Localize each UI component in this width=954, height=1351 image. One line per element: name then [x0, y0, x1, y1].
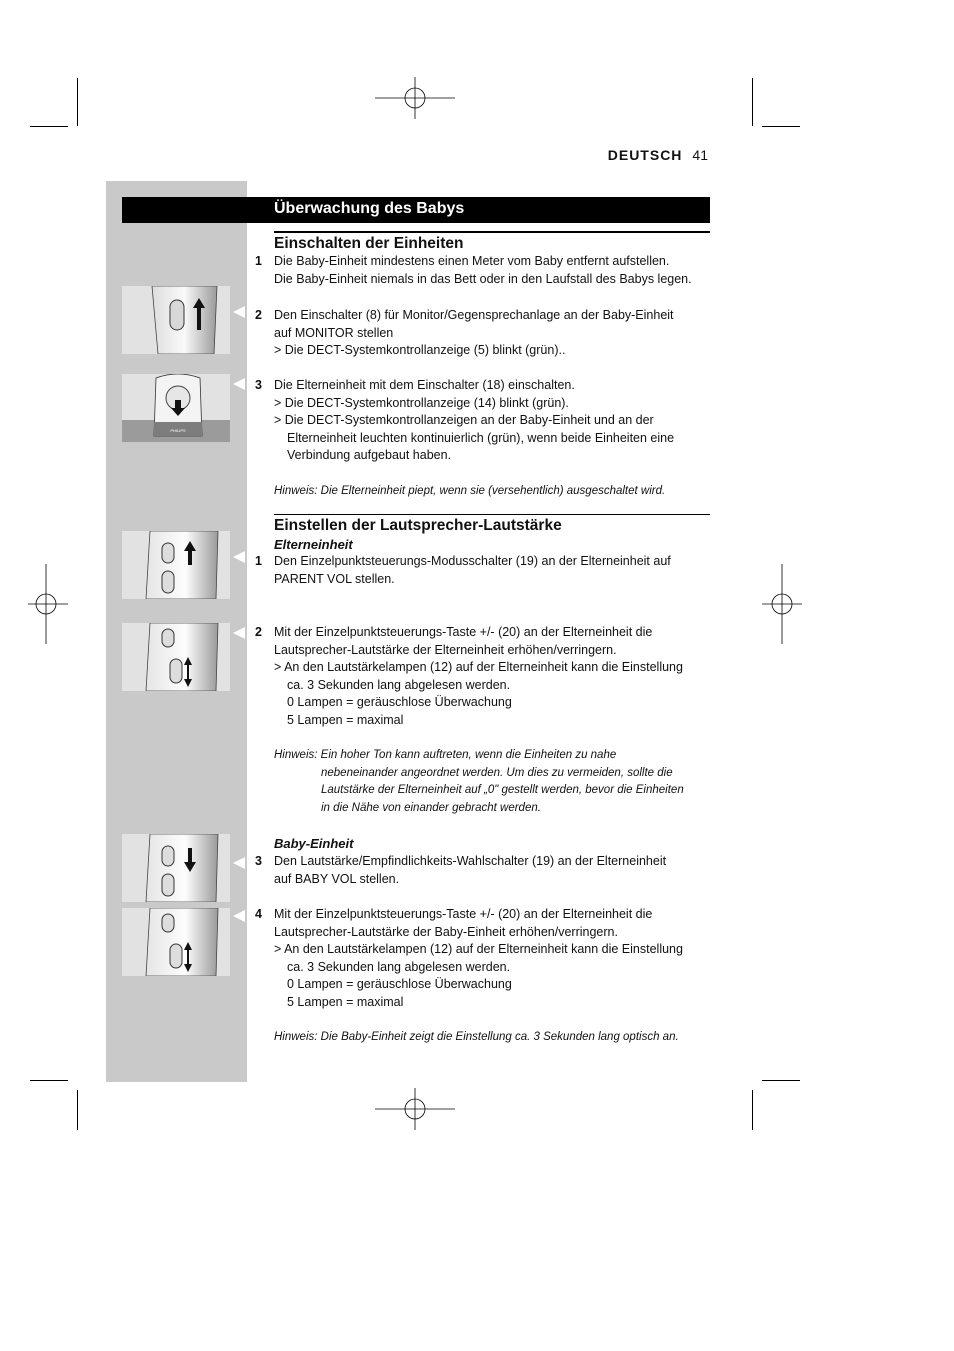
subheading-baby-unit: Baby-Einheit — [274, 836, 354, 851]
step-text: Mit der Einzelpunktsteuerungs-Taste +/- (20) an der Elterneinheit die Lautsprecher-Lautstärke der Elterneinheit erhöhen/verringern. > An den Lautstärkelampen (12) auf der Elterneinheit kann die Einstellung ca. 3 Sekunden lang abgelesen werden. 0 Lampen = geräuschlose Überwachung 5 Lampen = maximal — [274, 625, 683, 727]
step-number: 2 — [255, 625, 262, 639]
step-text: Den Lautstärke/Empfindlichkeits-Wahlschalter (19) an der Elterneinheit auf BABY VOL stellen. — [274, 854, 667, 886]
note-volume-parent: Hinweis: Ein hoher Ton kann auftreten, wenn die Einheiten zu nahe nebeneinander angeordnet werden. Um dies zu vermeiden, sollte die Lautstärke der Elterneinheit auf „0" gestellt werden, bevor die Einheiten in die Nähe von einander gebracht werden. — [274, 749, 684, 814]
illustration-volume-button-parent — [122, 623, 230, 691]
step-text: Den Einschalter (8) für Monitor/Gegensprechanlage an der Baby-Einheit auf MONITOR stellen > Die DECT-Systemkontrollanzeige (5) blinkt (grün).. — [274, 308, 674, 358]
heading-volume: Einstellen der Lautsprecher-Lautstärke — [274, 517, 562, 534]
illustration-volume-button-baby — [122, 908, 230, 976]
subheading-parent-unit: Elterneinheit — [274, 537, 353, 552]
pointer-arrow-icon — [233, 378, 245, 390]
step-text: Mit der Einzelpunktsteuerungs-Taste +/- (20) an der Elterneinheit die Lautsprecher-Lautstärke der Baby-Einheit erhöhen/verringern. > An den Lautstärkelampen (12) auf der Elterneinheit kann die Einstellung ca. 3 Sekunden lang abgelesen werden. 0 Lampen = geräuschlose Überwachung 5 Lampen = maximal — [274, 907, 683, 1009]
pointer-arrow-icon — [233, 306, 245, 318]
pointer-arrow-icon — [233, 551, 245, 563]
step-number: 1 — [255, 554, 262, 568]
illustration-parent-unit-switch — [122, 374, 230, 442]
illustration-mode-switch-parent-vol — [122, 531, 230, 599]
crop-mark — [30, 126, 68, 127]
registration-mark-icon — [375, 77, 455, 119]
illustration-baby-unit-switch — [122, 286, 230, 354]
language-label: DEUTSCH — [607, 147, 683, 163]
step-number: 1 — [255, 254, 262, 268]
crop-mark — [30, 1080, 68, 1081]
crop-mark — [762, 1080, 800, 1081]
note-switch-on: Hinweis: Die Elterneinheit piept, wenn sie (versehentlich) ausgeschaltet wird. — [274, 485, 666, 497]
pointer-arrow-icon — [233, 627, 245, 639]
registration-mark-icon — [762, 564, 802, 644]
step-text: Die Elterneinheit mit dem Einschalter (18) einschalten. > Die DECT-Systemkontrollanzeige (14) blinkt (grün). > Die DECT-Systemkontrollanzeigen an der Baby-Einheit und an der Elterneinheit leuchten kontinuierlich (grün), wenn beide Einheiten eine Verbindung aufgebaut haben. — [274, 378, 675, 463]
step-number: 3 — [255, 854, 262, 868]
note-volume-baby: Hinweis: Die Baby-Einheit zeigt die Einstellung ca. 3 Sekunden lang optisch an. — [274, 1031, 679, 1043]
step-number: 2 — [255, 308, 262, 322]
crop-mark — [752, 78, 753, 126]
pointer-arrow-icon — [233, 857, 245, 869]
section-title: Überwachung des Babys — [274, 200, 465, 217]
registration-mark-icon — [375, 1088, 455, 1130]
heading-switch-on: Einschalten der Einheiten — [274, 235, 464, 252]
step-text: Die Baby-Einheit mindestens einen Meter vom Baby entfernt aufstellen. Die Baby-Einheit niemals in das Bett oder in den Laufstall des Babys legen. — [274, 254, 692, 286]
illustration-mode-switch-baby-vol — [122, 834, 230, 902]
heading-rule — [274, 514, 710, 515]
crop-mark — [77, 1090, 78, 1130]
pointer-arrow-icon — [233, 910, 245, 922]
brand-label: PHILIPS — [170, 428, 186, 433]
crop-mark — [77, 78, 78, 126]
page-number: 41 — [692, 147, 708, 163]
registration-mark-icon — [28, 564, 68, 644]
heading-rule — [274, 231, 710, 233]
crop-mark — [752, 1090, 753, 1130]
crop-mark — [762, 126, 800, 127]
step-number: 4 — [255, 907, 262, 921]
page-header — [608, 147, 708, 163]
step-number: 3 — [255, 378, 262, 392]
step-text: Den Einzelpunktsteuerungs-Modusschalter (19) an der Elterneinheit auf PARENT VOL stellen. — [274, 554, 671, 586]
